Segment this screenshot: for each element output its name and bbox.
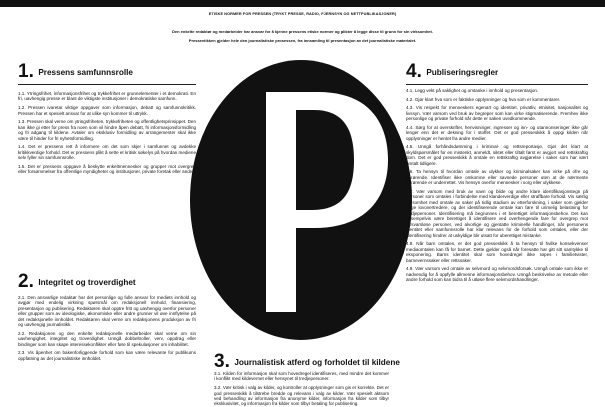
paragraph-3-2: 3.2. Vær kritisk i valg av kilder, og kontroller at opplysninger som gis er korrekte. Det er god presseskikk å tilstrebe bredde og relevans i valg av kilder. Vær spesielt aktsom ved behandling av informasjon fra anonyme kilder, informasjon fra kilder som tilbyr eksklusivitet, og informasjon fra kilder som tilbyr betaling for publisering. — [214, 385, 389, 407]
paragraph-4-6: 4.6. Ta hensyn til hvordan omtale av ulykker og kriminalsaker kan virke på ofre og pårørende. Identifiser ikke omkomne eller savnede personer uten at de nærmeste pårørende er underrettet. Vis hensyn overfor mennesker i sorg eller ulykkese. — [406, 169, 588, 186]
section-4-rule — [406, 84, 588, 85]
section-1-title: Pressens samfunnsrolle — [38, 68, 133, 77]
section-3-heading — [214, 352, 400, 371]
paragraph-4-2: 4.2. Gjør klart hva som er faktiske opplysninger og hva som er kommentarer. — [406, 96, 561, 102]
paragraph-4-8: 4.8. Når barn omtales, er det god presseskikk å ta hensyn til hvilke konsekvenser mediaomtalen kan få for barnet. Dette gjelder også når foresatte har gitt sitt samtykke til eksponering. Barns identitet skal som hovedregel ikke røpes i familietvister, barnevernssaker eller rettssaker. — [406, 241, 588, 263]
section-1-number: 1. — [18, 61, 34, 82]
paragraph-1-1: 1.1. Ytringsfrihet, informasjonsfrihet og trykkefrihet er grunnelementer i et demokrati. En fri, uavhengig presse er blant de viktigste institusjoner i demokratiske samfunn. — [18, 91, 196, 102]
paragraph-4-5: 4.5. Unngå forhåndsdømming i kriminal- og rettsreportasje. Gjør det klart at skyldspørsmålet for en mistenkt, anmeldt, siktet eller tiltalt først er avgjort ved rettskraftig dom. Det er god presseskikk å omtale en rettskraftig avgjørelse i saker som har vært omtalt tidligere. — [406, 144, 588, 166]
paragraph-2-3: 2.3. Vis åpenhet om bakenforliggende forhold som kan være relevante for publikums oppfatning av det journalistiske innholdet. — [18, 350, 196, 361]
section-4-number: 4. — [406, 61, 422, 82]
paragraph-4-1: 4.1. Legg vekt på saklighet og omtanke i innhold og presentasjon. — [406, 88, 539, 93]
top-border — [0, 0, 605, 7]
section-2-number: 2. — [18, 271, 34, 292]
paragraph-1-5: 1.5. Det er pressens oppgave å beskytte enkeltmennesker og grupper mot overgrep eller forsømmelser fra offentlige myndigheter og institusjoner, private foretak eller andre. — [18, 163, 196, 175]
intro-line-1: Den enkelte redaktør og medarbeider har ansvar for å kjenne pressens etiske normer og plikter å legge disse til grunn for sin virksomhet. — [172, 29, 433, 34]
paragraph-3-1: 3.1. Kilden for informasjon skal som hovedregel identifiseres, med mindre det kommer i konflikt med kildevernet eller hensynet til tredjepersoner. — [214, 371, 389, 382]
section-3-body — [214, 371, 389, 407]
section-3-number: 3. — [214, 351, 230, 372]
section-4-body — [406, 88, 588, 401]
section-2-heading — [18, 272, 136, 291]
section-2-body — [18, 295, 196, 401]
section-1-rule — [18, 84, 196, 85]
paragraph-1-2: 1.2. Pressen ivaretar viktige oppgaver som informasjon, debatt og samfunnskritikk. Pressen har et spesielt ansvar for at ulike syn kommer til uttrykk. — [18, 105, 196, 116]
section-4-heading — [406, 62, 498, 81]
paragraph-4-9: 4.9. Vær varsom ved omtale av selvmord og selvmordsforsøk. Unngå omtale som ikke er nødvendig for å oppfylle allmenne informasjonsbehov. Unngå beskrivelse av metode eller andre forhold som kan bidra til å utløse flere selvmordshandlinger. — [406, 266, 588, 283]
emblem-letter-stem — [266, 92, 296, 312]
section-3-title: Journalistisk atferd og forholdet til kildene — [234, 358, 400, 367]
section-4-title: Publiseringsregler — [426, 68, 499, 77]
paragraph-4-4: 4.4. Sørg for at overskrifter, henvisninger, ingresser og inn- og utannonseringer ikke går lenger enn det er dekning for i stoffet. Det er god presseskikk å oppgi kilden når opplysninger er hentet fra andre medier. — [406, 124, 588, 141]
page-title: ETISKE NORMER FOR PRESSEN (TRYKT PRESSE, RADIO, FJERNSYN OG NETTPUBLIKASJONER) — [208, 12, 397, 16]
paragraph-1-4: 1.4. Det er pressens rett å informere om det som skjer i samfunnet og avdekke kritikkverdige forhold. Det er pressens plikt å sette et kritisk søkelys på hvordan mediene selv fyller sin samfunnsrolle. — [18, 144, 196, 161]
paragraph-4-3: 4.3. Vis respekt for menneskers egenart og identitet, privatliv, etnisitet, nasjonalitet og livssyn. Vær varsom ved bruk av begreper som kan virke stigmatiserende. Fremhev ikke personlige og private forhold når dette er saken uvedkommende. — [406, 105, 588, 122]
paragraph-2-2: 2.2. Redaksjonen og den enkelte redaksjonelle medarbeider skal verne om sin uavhengighet, integritet og troverdighet. Unngå dobbeltroller, verv, oppdrag eller bindinger som kan skape interessekonflikter eller føre til spekulasjoner om inhabilitet. — [18, 330, 196, 347]
section-1-heading — [18, 62, 133, 81]
intro-line-2: Presseetikken gjelder hele den journalistiske prosessen, fra innsamling til presentasjon av det journalistiske materialet. — [188, 38, 417, 43]
section-2-title: Integritet og troverdighet — [38, 278, 136, 287]
paragraph-4-7: 4.7. Vær varsom med bruk av navn og bilde og andre klare identifikasjonstegn på personer som omtales i forbindelse med klanderverdige eller straffbare forhold. Vis særlig varsomhet med omtale av saker på tidlig stadium av etterforskning, i saker som gjelder unge lovovertredere, og der identifiserende omtale kan føre til urimelig belastning for tredjepersoner. Identifisering må begrunnes i et berettiget informasjonsbehov. Det kan eksempelvis være berettiget å identifisere ved overhengende fare for overgrep mot forsvarsløse personer, ved alvorlige og gjentatte kriminelle handlinger, når personens identitet eller samfunnsrolle har klar relevans for de forhold som omtales, eller der identifisering hindrer at uskyldige blir utsatt for uberettiget mistanke. — [406, 188, 588, 238]
paragraph-2-1: 2.1. Den ansvarlige redaktør har det personlige og fulle ansvar for mediets innhold og avgjør med endelig virkning spørsmål om redaksjonell innhold, finansiering, presentasjon og publisering. Redaktøren skal opptre fritt og uavhengig overfor personer eller grupper som av ideologiske, økonomiske eller andre grunner vil øve innflytelse på det redaksjonelle innholdet. Redaktøren skal verne om redaksjonens produksjon av fri og uavhengig journalistikk. — [18, 295, 196, 328]
paragraph-1-3: 1.3. Pressen skal verne om ytringsfriheten, trykkefriheten og offentlighetsprinsippet. Den kan ikke gi etter for press fra noen som vil hindre åpen debatt, fri informasjonsformidling og fri adgang til kildene. Avtaler om eksklusiv formidling av arrangementer skal ikke være til hinder for fri nyhetsformidling. — [18, 119, 196, 141]
section-1-body — [18, 91, 196, 178]
press-logo-emblem — [190, 60, 412, 340]
